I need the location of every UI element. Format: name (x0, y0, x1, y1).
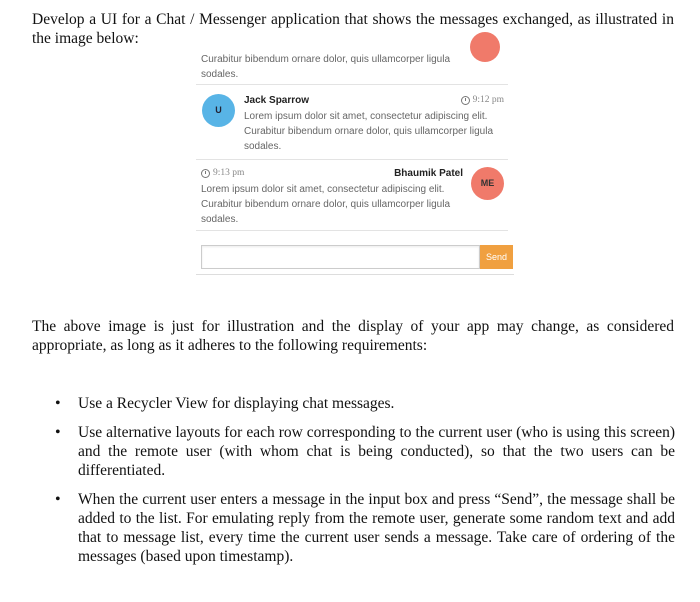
clock-icon (201, 169, 210, 178)
composer (201, 245, 513, 269)
remote-message-text: Lorem ipsum dolor sit amet, consectetur adipiscing elit. Curabitur bibendum ornare dolor, quis ullamcorper ligula sodales. (244, 111, 494, 152)
requirement-item: • Use a Recycler View for displaying chat messages. (55, 394, 675, 413)
requirements-list (55, 394, 675, 566)
intro-paragraph: Develop a UI for a Chat / Messenger application that shows the messages exchanged, as illustrated in the image below: (32, 11, 674, 47)
requirement-item: • Use alternative layouts for each row corresponding to the current user (who is using this screen) and the remote user (with whom chat is being conducted), so that the two users can be differentiated. (55, 423, 675, 480)
my-message-row (201, 166, 463, 227)
remote-message-time: 9:12 pm (461, 93, 504, 108)
my-message-time: 9:13 pm (201, 166, 244, 181)
send-button[interactable]: Send (480, 245, 513, 269)
remote-message-row (244, 93, 504, 154)
requirement-item: • When the current user enters a message in the input box and press “Send”, the message shall be added to the list. For emulating reply from the remote user, generate some random text and add that to message list, every time the current user sends a message. Take care of ordering of the messages (based upon timestamp). (55, 490, 675, 566)
message-divider (196, 84, 508, 85)
remote-user-avatar: U (202, 94, 235, 127)
my-user-name: Bhaumik Patel (394, 168, 463, 179)
previous-avatar (470, 32, 500, 62)
my-message-text: Lorem ipsum dolor sit amet, consectetur adipiscing elit. Curabitur bibendum ornare dolor, quis ullamcorper ligula sodales. (201, 184, 451, 225)
clock-icon (461, 96, 470, 105)
message-divider (196, 159, 508, 160)
note-paragraph: The above image is just for illustration and the display of your app may change, as considered appropriate, as long as it adheres to the following requirements: (32, 318, 674, 354)
previous-message-fragment: Curabitur bibendum ornare dolor, quis ullamcorper ligula sodales. (201, 54, 451, 80)
message-input[interactable] (201, 245, 480, 269)
remote-user-name: Jack Sparrow (244, 95, 310, 106)
my-avatar: ME (471, 167, 504, 200)
illustration-bottom-border (196, 274, 514, 275)
message-divider (196, 230, 508, 231)
chat-illustration (196, 52, 516, 282)
